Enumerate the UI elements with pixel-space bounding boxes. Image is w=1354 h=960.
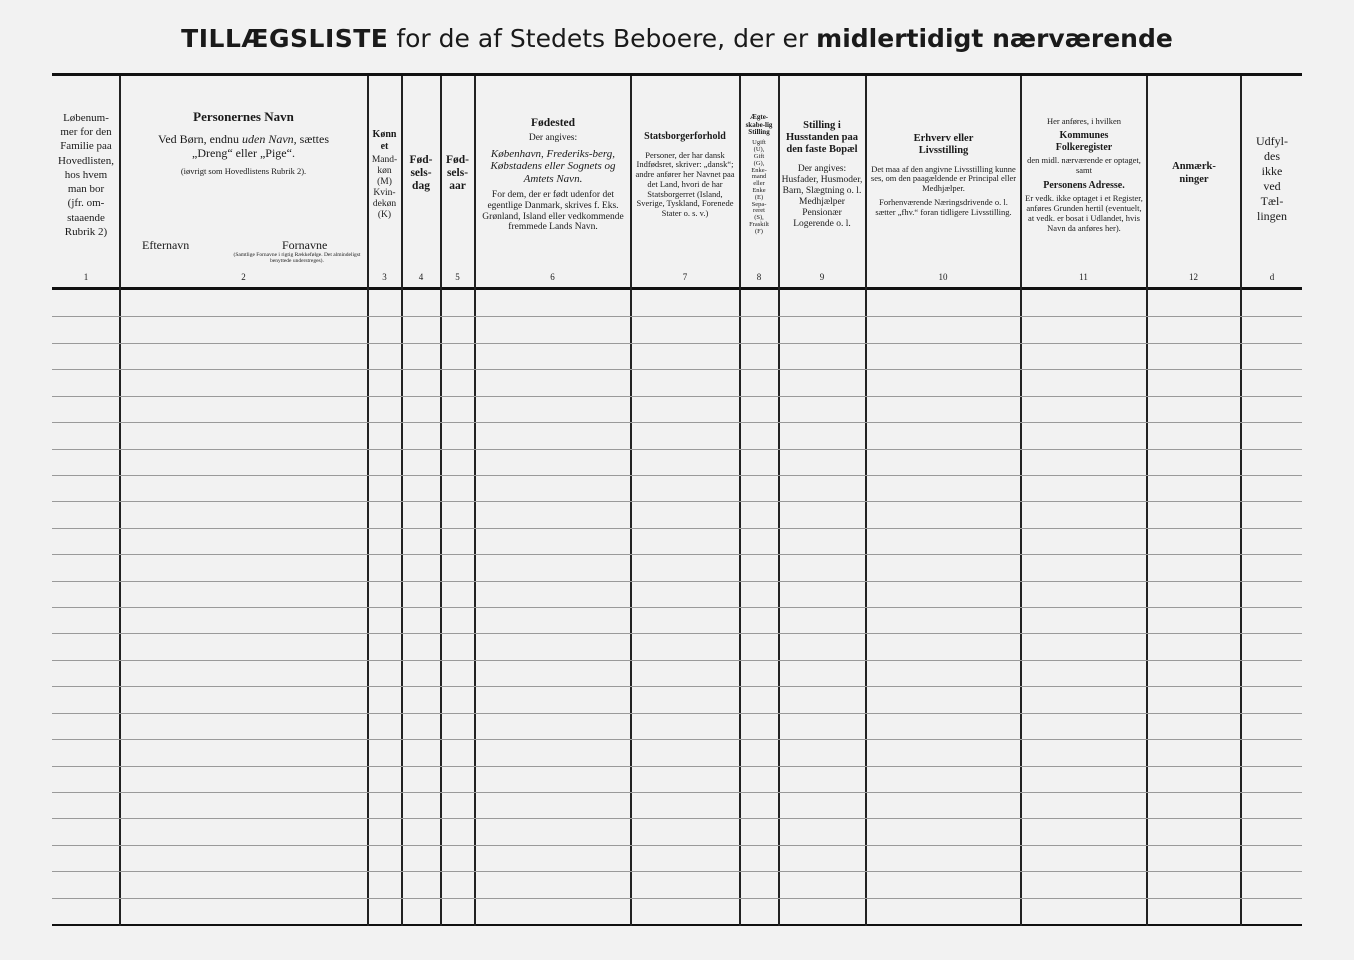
col12-header: Anmærk- ninger [1172,161,1216,185]
col-number: 8 [756,272,762,282]
col-number: 1 [83,272,89,282]
col-number: 11 [1079,272,1088,282]
col7-header: Statsborgerforhold Personer, der har dansk Indfødsret, skriver: „dansk“; andre anfører her Navnet paa det Land, hvori de har Statsborgerret (Island, Sverige, Tyskland, Forenede Stater o. s. v.) [635,131,735,219]
row-line [52,501,1302,502]
col-number: 7 [682,272,688,282]
col-number: 5 [455,272,460,282]
col4-header: Fød- sels- dag [409,153,433,193]
row-line [52,686,1302,687]
row-line [52,343,1302,344]
col-number: 12 [1189,272,1198,282]
title-end: midlertidigt nærværende [816,24,1173,53]
col11-header: Her anføres, i hvilken Kommunes Folkeregister den midl. nærværende er optaget, samt Personens Adresse. Er vedk. ikke optaget i et Register, anføres Grunden hertil (eventuelt, at vedk. er bosat i Udlandet, hvis Navn da anføres her). [1025,115,1143,233]
col2-header: Personernes Navn Ved Børn, endnu uden Navn, sættes „Dreng“ eller „Pige“. (iøvrigt som Hovedlistens Rubrik 2). [158,110,329,176]
surname-label: Efternavn [142,238,190,252]
row-line [52,845,1302,846]
row-line [52,475,1302,476]
col2-heading: Personernes Navn [193,110,294,124]
row-line [52,528,1302,529]
row-line [52,369,1302,370]
row-line [52,396,1302,397]
col-number: 9 [819,272,825,282]
top-rule [52,73,1302,76]
form-title [0,24,1354,53]
col-number: 4 [418,272,424,282]
row-line [52,766,1302,767]
row-line [52,818,1302,819]
col1-header: Løbenum- mer for den Familie paa Hovedlisten, hos hvem man bor (jfr. om- staaende Rubrik 2) [58,111,114,239]
row-line [52,554,1302,555]
col-number: d [1269,272,1275,282]
row-line [52,660,1302,661]
col-number: 10 [938,272,948,282]
row-line [52,581,1302,582]
row-line [52,898,1302,899]
firstname-note: (Samtlige Fornavne i rigtig Rækkefølge. Det almindeligst benyttede understreges). [233,252,361,264]
col-number: 3 [382,272,387,282]
row-line [52,607,1302,608]
col3-header: Kønnet Mand- køn (M) Kvin- dekøn (K) [371,129,398,220]
title-middle: for de af Stedets Beboere, der er [388,24,817,53]
col-d-header: Udfyl- des ikke ved Tæl- lingen [1256,134,1288,223]
col8-header: Ægte-skabe-lig Stilling Ugift (U), Gift (G), Enke- mand eller Enke (E) Sepa- reret (S), Fraskilt (F) [745,113,773,235]
col5-header: Fød- sels- aar [446,153,469,193]
row-line [52,739,1302,740]
row-line [52,449,1302,450]
row-line [52,633,1302,634]
bottom-rule [52,924,1302,926]
col-number: 6 [550,272,555,282]
firstname-label: Fornavne [282,238,328,252]
row-line [52,871,1302,872]
header-rule [52,287,1302,290]
row-line [52,713,1302,714]
row-line [52,316,1302,317]
col6-header: Fødested Der angives: København, Frederiks-berg, Købstadens eller Sognets og Amtets Navn. For dem, der er født udenfor det egentlige Danmark, skrives f. Eks. Grønland, Island eller vedkommende fremmede Lands Navn. [482,116,624,233]
row-line [52,422,1302,423]
col9-header: Stilling i Husstanden paa den faste Bopæl Der angives: Husfader, Husmoder, Barn, Slægtning o. l. Medhjælper Pensionær Logerende o. l. [781,120,863,229]
row-line [52,792,1302,793]
col10-header: Erhverv eller Livsstilling Det maa af den angivne Livsstilling kunne ses, om den paagældende er Principal eller Medhjælper. Forhenværende Næringsdrivende o. l. sætter „fhv.“ foran tidligere Livsstilling. [870,132,1017,217]
title-main: TILLÆGSLISTE [181,24,389,53]
col-number: 2 [241,272,246,282]
